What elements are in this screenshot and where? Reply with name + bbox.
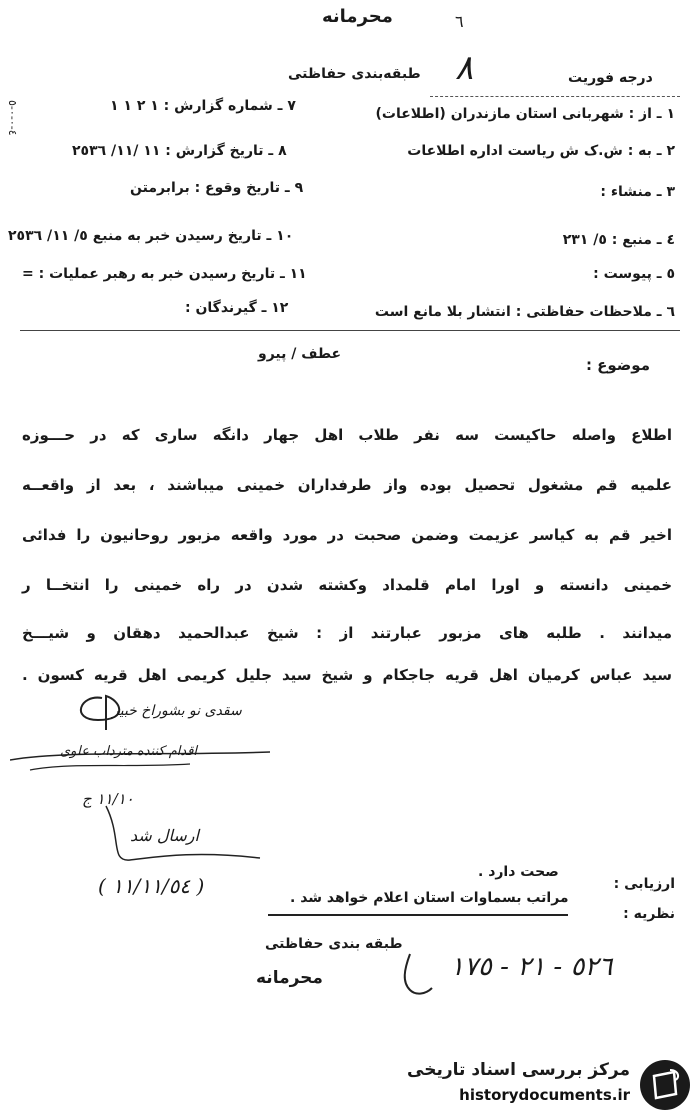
side-numbers: ٤-٠-٠-٥ (6, 100, 19, 136)
bottom-stamp: محرمانه (256, 968, 323, 988)
document-roll-icon (640, 1060, 690, 1110)
classification-label: طبقه‌بندی حفاظتی (288, 66, 421, 82)
footer-url[interactable]: historydocuments.ir (459, 1086, 630, 1104)
field-report-number: ٧ ـ شماره گزارش : ١ ٢ ١ ١ (110, 98, 296, 114)
handwritten-scribbles (10, 690, 290, 890)
fields-divider (20, 330, 680, 332)
body-line-2: علمیه قم مشغول تحصیل بوده واز طرفداران خمینی میباشند ، بعد از واقعــه (22, 476, 672, 494)
handwritten-note-1: سقدی نو بشوراخ خبیر (112, 703, 242, 719)
body-line-3: اخیر قم به کیاسر عزیمت وضمن صحبت در مورد واقعه مزبور روحانیون را فدائی (22, 526, 672, 544)
field-source-received-date: ١٠ ـ تاریخ رسیدن خبر به منبع ٥/ ١١/ ٢٥٣٦ (8, 228, 294, 244)
body-line-4: خمینی دانسته و اورا امام قلمداد وکشته شدن در راه خمینی را انتخــا ر (22, 576, 672, 594)
field-attachment: ٥ ـ پیوست : (593, 266, 675, 282)
urgency-label: درجه فوریت (568, 70, 653, 86)
evaluation-label: ارزیابی : (613, 876, 675, 892)
opinion-underline (268, 914, 568, 916)
page-number: ٦ (455, 12, 464, 31)
footer-watermark (407, 1052, 700, 1116)
field-ops-received-date: ١١ ـ تاریخ رسیدن خبر به رهبر عملیات : = (22, 266, 307, 282)
handwritten-note-3: ١١/١٠ ج (82, 790, 134, 808)
opinion-value: مراتب بسماوات استان اعلام خواهد شد . (290, 890, 569, 906)
handwritten-mark: ٨ (455, 48, 474, 88)
archive-logo (640, 1060, 690, 1110)
archive-code: ٥٢٦ - ٢١ - ١٧٥ (450, 952, 613, 982)
handwritten-note-2: اقدام کننده مترداب علوی (60, 744, 198, 759)
handwritten-date: ( ١١/١١/٥٤ ) (98, 874, 205, 898)
field-origin: ٣ ـ منشاء : (600, 184, 675, 200)
bottom-signature (380, 950, 440, 1010)
body-line-5: میدانند . طلبه های مزبور عبارتند از : شیخ عبدالحمید دهقان و شیـــخ (22, 624, 672, 642)
body-line-6: سید عباس کرمیان اهل قریه جاجکام و شیخ سید جلیل کریمی اهل قریه کسون . (22, 666, 672, 684)
field-security-notes: ٦ ـ ملاحظات حفاظتی : انتشار بلا مانع است (374, 304, 675, 320)
top-stamp: محرمانه (322, 6, 393, 27)
subject-label: موضوع : (585, 356, 650, 374)
evaluation-value: صحت دارد . (478, 864, 559, 880)
field-from: ١ ـ از : شهربانی استان مازندران (اطلاعات) (375, 106, 675, 122)
reference-label: عطف / پیرو (258, 346, 342, 362)
body-line-1: اطلاع واصله حاکیست سه نفر طلاب اهل جهار دانگه ساری که در حـــوزه (22, 426, 672, 444)
footer-title: مرکز بررسی اسناد تاریخی (407, 1060, 630, 1080)
handwritten-note-4: ارسال شد (130, 826, 199, 845)
header-divider (430, 96, 680, 98)
field-recipients: ١٢ ـ گیرندگان : (185, 300, 289, 316)
field-to: ٢ ـ به : ش.ک ش ریاست اداره اطلاعات (407, 143, 675, 159)
bottom-classification: طبقه بندی حفاظتی (265, 936, 403, 952)
field-occurrence-date: ٩ ـ تاریخ وقوع : برابرمتن (130, 180, 304, 196)
opinion-label: نظریه : (623, 906, 675, 922)
field-report-date: ٨ ـ تاریخ گزارش : ١١ /١١/ ٢٥٣٦ (72, 143, 287, 159)
field-source: ٤ ـ منبع : ٥/ ٢٣١ (562, 232, 675, 248)
